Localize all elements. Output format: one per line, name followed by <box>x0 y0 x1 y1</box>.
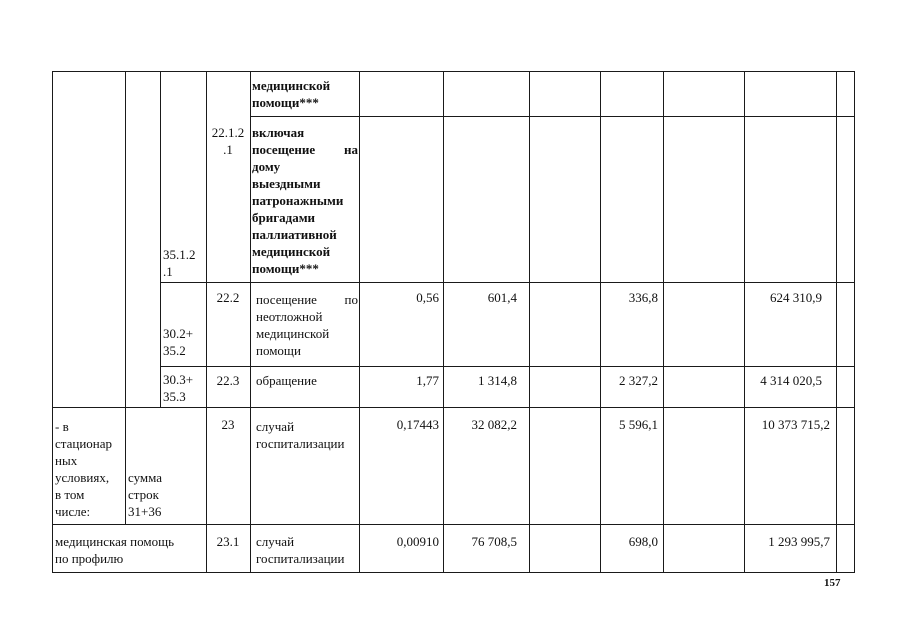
row-number: .1 <box>223 142 233 157</box>
value-cell: 698,0 <box>628 534 658 549</box>
row-name-line: госпитализации <box>256 436 345 451</box>
row-name-line: дому <box>252 159 281 174</box>
value-cell: 1 293 995,7 <box>768 534 830 549</box>
row-name-line: посещение на <box>252 142 358 157</box>
row-sum-line: сумма <box>128 470 163 485</box>
row-name-line: медицинской <box>256 326 330 341</box>
row-name-line: медицинской <box>252 244 331 259</box>
value-cell: 336,8 <box>628 290 658 305</box>
row-name-line: случай <box>256 419 295 434</box>
row-label-line: стационар <box>55 436 113 451</box>
value-cell: 0,56 <box>416 290 439 305</box>
row-number: 22.1.2 <box>211 125 245 140</box>
row-name-line: госпитализации <box>256 551 345 566</box>
row-label-line: условиях, <box>55 470 110 485</box>
row-name-line: медицинской <box>252 78 331 93</box>
row-number: 22.2 <box>216 290 240 305</box>
row-label-line: - в <box>55 419 69 434</box>
row-number: 22.3 <box>216 373 240 388</box>
row-name-line: паллиативной <box>252 227 337 242</box>
row-number: 23 <box>221 417 235 432</box>
row-name-line: выездными <box>252 176 321 191</box>
value-cell: 10 373 715,2 <box>761 417 830 432</box>
row-name-line: обращение <box>256 373 317 388</box>
row-code: 35.1.2 <box>163 247 196 262</box>
row-label-line: ных <box>55 453 78 468</box>
row-name-line: случай <box>256 534 295 549</box>
value-cell: 1,77 <box>416 373 439 388</box>
value-cell: 624 310,9 <box>770 290 822 305</box>
value-cell: 0,00910 <box>396 534 439 549</box>
row-name-line: посещение по <box>256 292 358 307</box>
value-cell: 1 314,8 <box>478 373 517 388</box>
value-cell: 601,4 <box>487 290 517 305</box>
row-sum-line: строк <box>128 487 159 502</box>
row-code: 30.2+ <box>163 326 194 341</box>
value-cell: 32 082,2 <box>471 417 517 432</box>
value-cell: 5 596,1 <box>619 417 658 432</box>
row-name-line: включая <box>252 125 305 140</box>
row-code: 35.2 <box>163 343 186 358</box>
row-code: .1 <box>163 264 173 279</box>
row-name-line: патронажными <box>252 193 344 208</box>
row-name-line: помощи <box>256 343 301 358</box>
row-label-line: в том <box>55 487 85 502</box>
row-code: 35.3 <box>163 389 186 404</box>
value-cell: 2 327,2 <box>619 373 658 388</box>
row-sum-line: 31+36 <box>128 504 162 519</box>
row-code: 30.3+ <box>163 372 194 387</box>
page-number: 157 <box>824 577 841 589</box>
value-cell: 0,17443 <box>396 417 439 432</box>
row-name-line: бригадами <box>252 210 316 225</box>
row-label-line: по профилю <box>55 551 124 566</box>
row-name-line: помощи*** <box>252 261 319 276</box>
row-number: 23.1 <box>216 534 240 549</box>
row-name-line: неотложной <box>256 309 323 324</box>
row-name-line: помощи*** <box>252 95 319 110</box>
row-label-line: медицинская помощь <box>55 534 175 549</box>
value-cell: 76 708,5 <box>471 534 517 549</box>
value-cell: 4 314 020,5 <box>760 373 822 388</box>
row-label-line: числе: <box>55 504 91 519</box>
